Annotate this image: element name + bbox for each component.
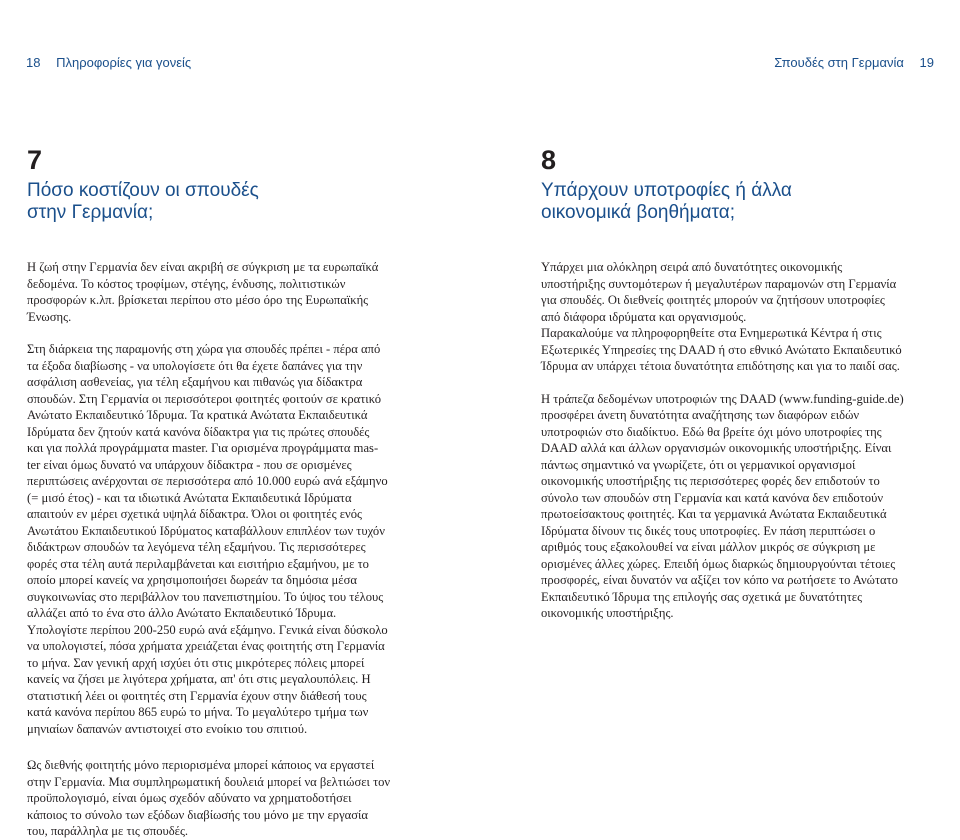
text-line: κατά κανόνα περίπου 865 ευρώ το μήνα. Το μεγαλύτερο τμήμα των [27, 705, 369, 719]
text-line: αλλάζει από το ένα στο άλλο Ανώτατο Εκπαιδευτικό Ίδρυμα. [27, 606, 337, 620]
right-page-number: 19 [919, 55, 934, 70]
text-line: του, παράλληλα με τις σπουδές. [27, 824, 189, 838]
text-line: για σπουδές. Οι διεθνείς φοιτητές μπορούν να ζητήσουν υποτροφίες [541, 293, 885, 307]
text-line: Ως διεθνής φοιτητής μόνο περιορισμένα μπορεί κάποιος να εργαστεί [27, 758, 375, 772]
text-line: υποτροφιών στο διαδίκτυο. Εδώ θα βρείτε όχι μόνο υποτροφίες της [541, 424, 882, 439]
text-line: δεδομένα. Το κόστος τροφίμων, στέγης, ένδυσης, πολιτιστικών [27, 276, 346, 291]
paragraph [541, 259, 904, 375]
left-page-header [26, 55, 191, 70]
paragraph [541, 391, 904, 622]
text-line: υποστήριξης συντομότερων ή μεγαλυτέρων παραμονών στη Γερμανία [541, 276, 897, 291]
paragraph [27, 341, 390, 737]
paragraph [27, 259, 390, 325]
text-line: το μήνα. Σαν γενική αρχή ισχύει ότι στις μικρότερες πόλεις μπορεί [27, 655, 365, 670]
text-line: σύνολο των σπουδών στη Γερμανία και κατά κανόνα δεν επιδοτούν [541, 490, 884, 505]
text-line: οποίο μπορεί κανείς να χρησιμοποιήσει δωρεάν τα δημόσια μέσα [27, 573, 357, 587]
text-line: Στη διάρκεια της παραμονής στη χώρα για σπουδές πρέπει - πέρα από [27, 342, 381, 356]
text-line: ασφάλιση ασθενείας, για τέλη εξαμήνου και πιθανώς για δίδακτρα [27, 375, 363, 389]
text-line: στατιστική λέει οι φοιτητές στη Γερμανία έχουν στην διάθεσή τους [27, 688, 367, 703]
section-8-title [541, 180, 792, 224]
text-line: διδάκτρων σπουδών τα λεγόμενα τέλη εξαμήνου. Τις περισσότερες [27, 540, 366, 554]
text-line: τα έξοδα διαβίωσης - να υπολογίσετε ότι θα έχετε δαπάνες για την [27, 358, 363, 373]
text-line: Η ζωή στην Γερμανία δεν είναι ακριβή σε σύγκριση με τα ευρωπαϊκά [27, 260, 379, 274]
text-line: να υπολογιστεί, πόσα χρήματα χρειάζεται ένας φοιτητής στη Γερμανία [27, 639, 385, 653]
text-line: Υπολογίστε περίπου 200-250 ευρώ ανά εξάμηνο. Γενικά είναι δύσκολο [27, 622, 388, 637]
text-line: κάποιος το σύνολο των εξόδων διαβίωσής του μόνο με την εργασία [27, 807, 369, 822]
left-running-title: Πληροφορίες για γονείς [56, 55, 192, 70]
text-line: αριθμός τους εξακολουθεί να είναι μάλλον μικρός σε σύγκριση με [541, 540, 876, 554]
text-line: πάντως σημαντικό να γνωρίζετε, ότι οι γερμανικοί οργανισμοί [541, 457, 856, 472]
text-line: στην Γερμανία. Μια συμπληρωματική δουλειά μπορεί να βελτιώσει τον [27, 774, 391, 789]
text-line: Ένωσης. [27, 309, 72, 324]
text-line: (= μισό έτος) - και τα ιδιωτικά Ανώτατα Εκπαιδευτικά Ιδρύματα [27, 490, 352, 505]
text-line: σπουδών. Στη Γερμανία οι περισσότεροι φοιτητές φοιτούν σε κρατικό [27, 391, 382, 406]
text-line: Ανωτάτου Εκπαιδευτικού Ιδρύματος καταβάλλουν επιπλέον των τυχόν [27, 523, 385, 538]
section-8-number: 8 [541, 145, 557, 175]
text-line: συγκοινωνίας στο περιβάλλον του πανεπιστημίου. Το ύψος του τέλους [27, 589, 384, 604]
text-line: προσφορές, είναι δυνατόν να αξίζει τον κόπο να ρωτήσετε το Ανώτατο [541, 573, 898, 587]
text-line: περιπτώσεις ανέρχονται σε περισσότερα από 10.000 ευρώ ανά εξάμηνο [27, 474, 388, 488]
text-line: και για πολλά προγράμματα master. Για ορισμένα προγράμματα mas- [27, 441, 379, 455]
section-8-body [541, 259, 904, 622]
text-line: Εκπαιδευτικό Ίδρυμα της επιλογής σας σχετικά με δυνατότητες [541, 589, 863, 604]
section-7-title-line: στην Γερμανία; [27, 202, 154, 223]
section-8-title-line: Υπάρχουν υποτροφίες ή άλλα [541, 180, 792, 201]
text-line: ορισμένες άλλες χώρες. Επειδή όμως διαρκώς δημιουργούνται τέτοιες [541, 556, 896, 571]
text-line: Εξωτερικές Υπηρεσίες της DAAD ή στο εθνικό Ανώτατο Εκπαιδευτικό [541, 342, 902, 357]
text-line: απαιτούν εν μέρει σχετικά υψηλά δίδακτρα. Όλοι οι φοιτητές ενός [27, 507, 362, 521]
text-line: Η τράπεζα δεδομένων υποτροφιών της DAAD (www.funding-guide.de) [541, 391, 904, 406]
text-line: πρωτοείσακτους φοιτητές. Και τα γερμανικά Ανώτατα Εκπαιδευτικά [541, 507, 887, 521]
text-line: προσφέρει άνετη δυνατότητα αναζήτησης των διαφόρων ειδών [541, 408, 860, 422]
text-line: μηνιαίων δαπανών αντιστοιχεί στο ενοίκιο του σπιτιού. [27, 721, 308, 736]
text-line: προσφορών κ.λπ. βρίσκεται περίπου στο μέσο όρο της Ευρωπαϊκής [27, 293, 369, 307]
section-7-title [27, 180, 259, 224]
text-line: Ανώτατο Εκπαιδευτικό Ίδρυμα. Τα κρατικά Ανώτατα Εκπαιδευτικά [27, 408, 368, 422]
text-line: Παρακαλούμε να πληροφορηθείτε στα Ενημερωτικά Κέντρα ή στις [541, 326, 882, 340]
text-line: από διάφορα ιδρύματα και οργανισμούς. [541, 309, 747, 324]
text-line: οικονομικής υποστήριξης τις περισσότερες φορές δεν επιδοτούν το [541, 474, 880, 488]
left-page-number: 18 [26, 55, 41, 70]
text-line: Ιδρύματα δεν ζητούν κατά κανόνα δίδακτρα για τις πρώτες σπουδές [27, 424, 370, 439]
text-line: προϋπολογισμό, είναι όμως σχεδόν αδύνατο να χρηματοδοτήσει [27, 791, 352, 805]
text-line: DAAD αλλά και άλλων οργανισμών οικονομικής υποστήριξης. Είναι [541, 441, 892, 455]
right-running-title: Σπουδές στη Γερμανία [774, 55, 904, 70]
right-page-header [774, 55, 934, 70]
section-7-title-line: Πόσο κοστίζουν οι σπουδές [27, 180, 259, 201]
paragraph [27, 757, 390, 840]
text-line: ter είναι όμως δυνατό να υπάρχουν δίδακτρα - που σε ορισμένες [27, 457, 352, 472]
section-7-body [27, 259, 390, 840]
text-line: κανείς να ζήσει με λιγότερα χρήματα, απ' ότι στις μεγαλουπόλεις. Η [27, 672, 371, 686]
text-line: οικονομικής υποστήριξης. [541, 606, 674, 620]
text-line: Υπάρχει μια ολόκληρη σειρά από δυνατότητες οικονομικής [541, 260, 843, 274]
section-7-number: 7 [27, 145, 43, 175]
text-line: φορές στα τέλη αυτά περιλαμβάνεται και εισιτήριο εξαμήνου, με το [27, 556, 369, 571]
section-8-title-line: οικονομικά βοηθήματα; [541, 202, 736, 223]
text-line: Ιδρύματα δίνουν τις δικές τους υποτροφίες. Εν πάση περιπτώσει ο [541, 523, 876, 538]
text-line: Ίδρυμα αν υπάρχει τέτοια δυνατότητα επιδότησης και για το παιδί σας. [541, 359, 900, 373]
